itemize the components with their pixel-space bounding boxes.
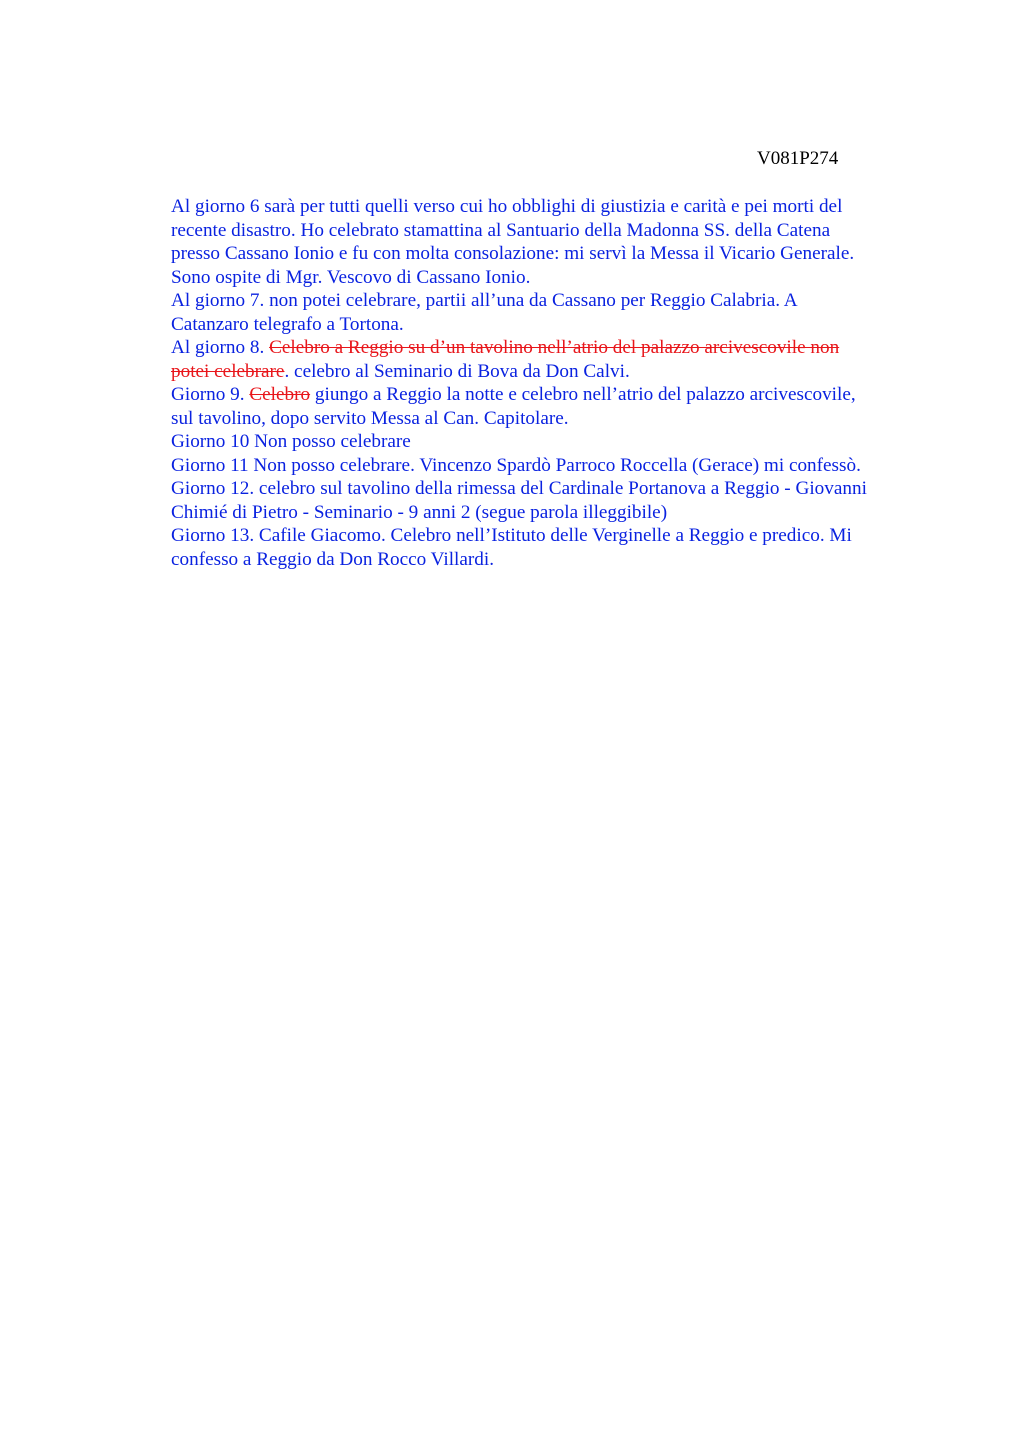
text-line	[171, 336, 931, 360]
deleted-text: potei celebrare	[171, 360, 285, 382]
text-segment: presso Cassano Ionio e fu con molta consolazione: mi servì la Messa il Vicario Generale.	[171, 243, 855, 264]
text-segment: Giorno 12. celebro sul tavolino della rimessa del Cardinale Portanova a Reggio - Giovanni	[171, 478, 867, 499]
text-line	[171, 289, 931, 313]
text-line	[171, 477, 931, 501]
text-line	[171, 501, 931, 525]
text-line	[171, 219, 931, 243]
text-segment: Sono ospite di Mgr. Vescovo di Cassano Ionio.	[171, 266, 531, 288]
text-segment: Al giorno 6 sarà per tutti quelli verso cui ho obblighi di giustizia e carità e pei morti del	[171, 196, 843, 217]
text-line	[171, 407, 931, 431]
text-segment: Catanzaro telegrafo a Tortona.	[171, 313, 404, 335]
text-line	[171, 524, 931, 548]
text-segment: Giorno 9.	[171, 384, 250, 405]
text-segment: sul tavolino, dopo servito Messa al Can. Capitolare.	[171, 407, 569, 429]
page-code: V081P274	[757, 148, 839, 169]
text-segment: recente disastro. Ho celebrato stamattina al Santuario della Madonna SS. della Catena	[171, 219, 831, 241]
text-line	[171, 242, 931, 266]
text-line	[171, 266, 931, 290]
text-segment: Al giorno 7. non potei celebrare, partii all’una da Cassano per Reggio Calabria. A	[171, 290, 798, 311]
text-line	[171, 383, 931, 407]
text-segment: Giorno 11 Non posso celebrare. Vincenzo Spardò Parroco Roccella (Gerace) mi confessò.	[171, 454, 861, 476]
text-line	[171, 430, 931, 454]
text-line	[171, 195, 931, 219]
text-segment: Giorno 13. Cafile Giacomo. Celebro nell’Istituto delle Verginelle a Reggio e predico. Mi	[171, 525, 852, 546]
text-segment: confesso a Reggio da Don Rocco Villardi.	[171, 548, 495, 570]
deleted-text: Celebro a Reggio su d’un tavolino nell’atrio del palazzo arcivescovile non	[269, 337, 840, 358]
text-segment: Al giorno 8.	[171, 337, 270, 358]
deleted-text: Celebro	[249, 384, 311, 405]
text-segment: . celebro al Seminario di Bova da Don Calvi.	[284, 360, 630, 382]
text-line	[171, 548, 931, 572]
text-line	[171, 313, 931, 337]
text-line	[171, 454, 931, 478]
text-segment: Chimié di Pietro - Seminario - 9 anni 2 (segue parola illeggibile)	[171, 501, 668, 523]
diary-text	[171, 195, 931, 571]
text-line	[171, 360, 931, 384]
text-segment: giungo a Reggio la notte e celebro nell’atrio del palazzo arcivescovile,	[310, 384, 856, 405]
text-segment: Giorno 10 Non posso celebrare	[171, 431, 411, 452]
